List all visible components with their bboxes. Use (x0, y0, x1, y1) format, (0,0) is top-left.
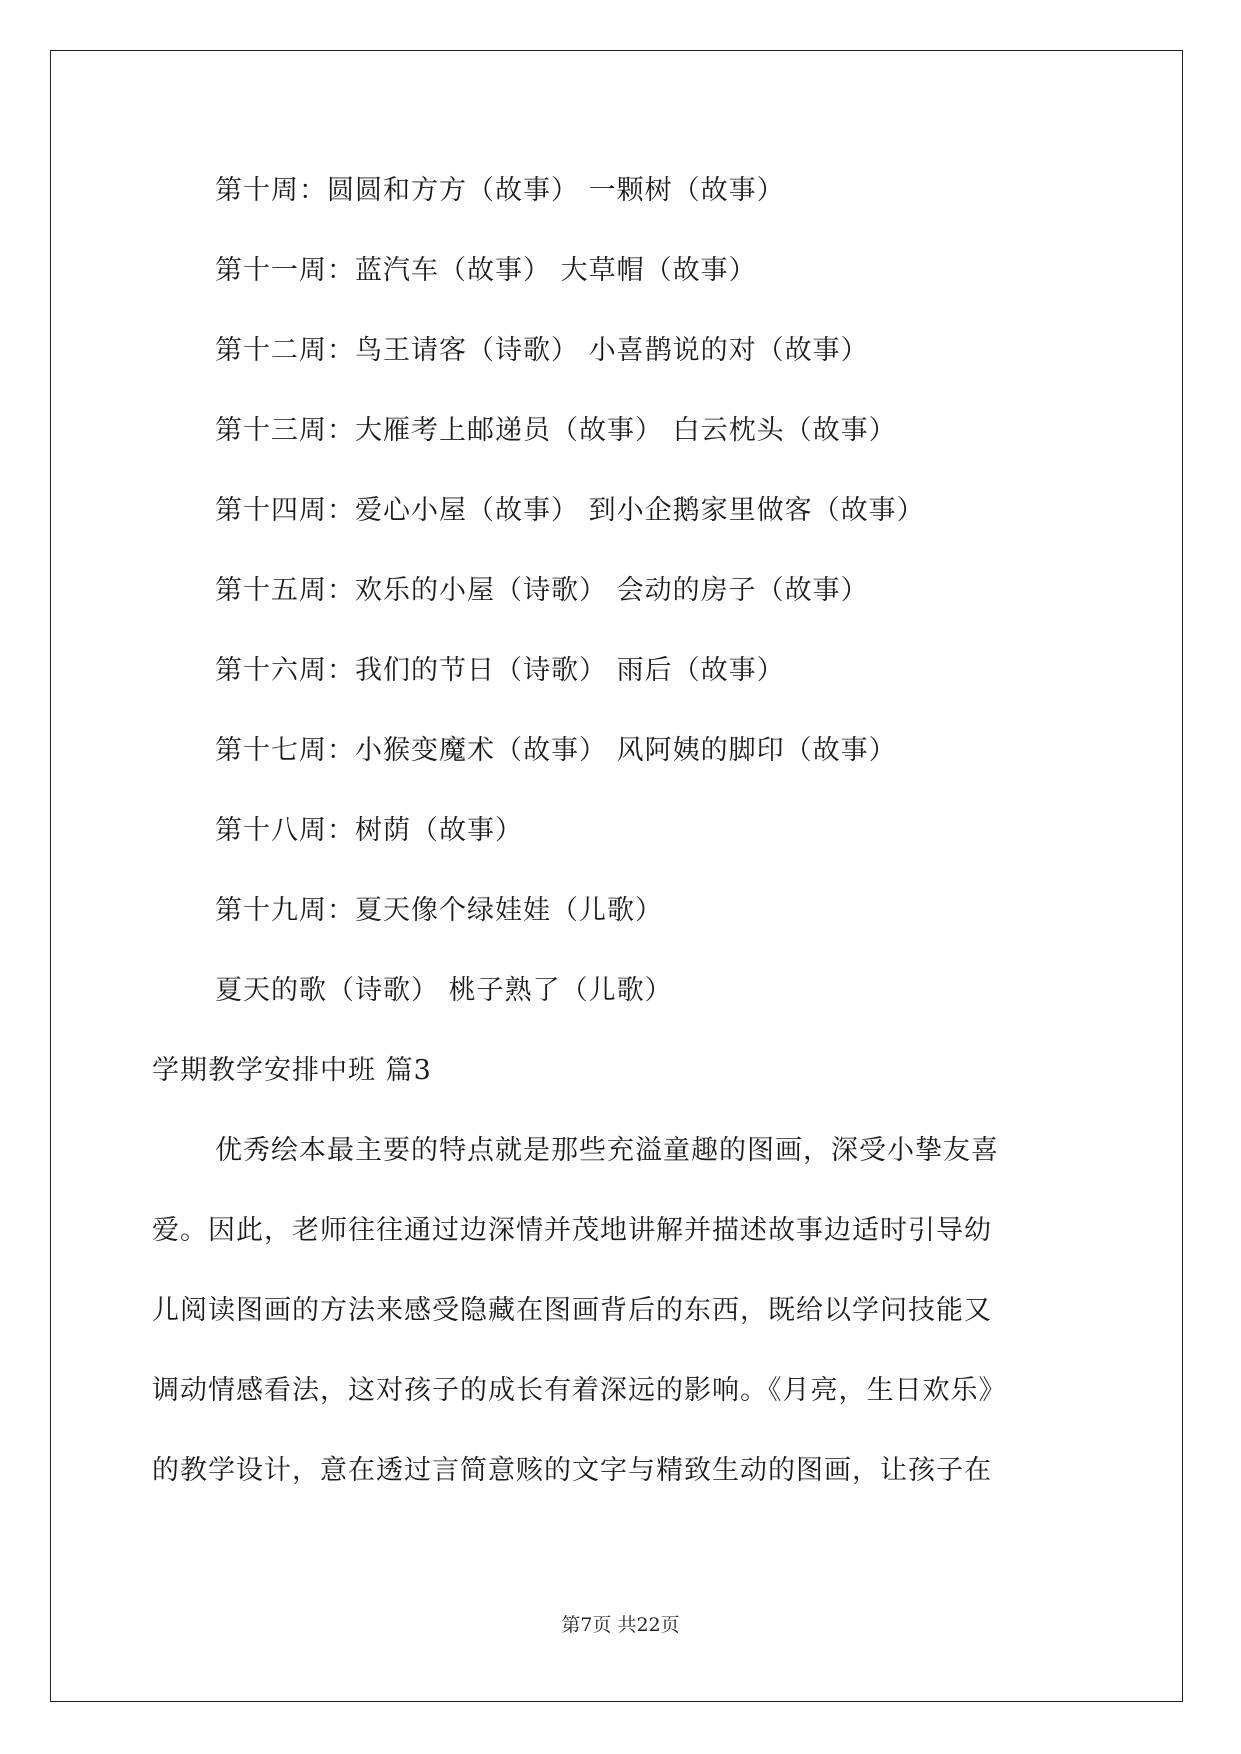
page-footer: 第7页 共22页 (561, 1614, 680, 1636)
schedule-line-week-16: 第十六周：我们的节日（诗歌） 雨后（故事） (215, 655, 785, 686)
schedule-line-week-12: 第十二周：鸟王请客（诗歌） 小喜鹊说的对（故事） (215, 335, 869, 366)
schedule-line-week-19: 第十九周：夏天像个绿娃娃（儿歌） (215, 895, 663, 926)
schedule-line-week-15: 第十五周：欢乐的小屋（诗歌） 会动的房子（故事） (215, 575, 869, 606)
schedule-line-week-13: 第十三周：大雁考上邮递员（故事） 白云枕头（故事） (215, 415, 897, 446)
section-heading: 学期教学安排中班 篇3 (152, 1055, 432, 1086)
schedule-line-week-18: 第十八周：树荫（故事） (215, 815, 523, 846)
paragraph-line: 爱。因此，老师往往通过边深情并茂地讲解并描述故事边适时引导幼 (152, 1215, 992, 1246)
paragraph-line: 的教学设计，意在透过言简意赅的文字与精致生动的图画，让孩子在 (152, 1455, 992, 1486)
schedule-line-week-14: 第十四周：爱心小屋（故事） 到小企鹅家里做客（故事） (215, 495, 925, 526)
schedule-line-week-19-cont: 夏天的歌（诗歌） 桃子熟了（儿歌） (215, 975, 673, 1006)
paragraph-line: 优秀绘本最主要的特点就是那些充溢童趣的图画，深受小挚友喜 (215, 1135, 999, 1166)
paragraph-line: 儿阅读图画的方法来感受隐藏在图画背后的东西，既给以学问技能又 (152, 1295, 992, 1326)
schedule-line-week-17: 第十七周：小猴变魔术（故事） 风阿姨的脚印（故事） (215, 735, 897, 766)
paragraph-line: 调动情感看法，这对孩子的成长有着深远的影响。《月亮，生日欢乐》 (152, 1375, 1007, 1406)
schedule-line-week-10: 第十周：圆圆和方方（故事） 一颗树（故事） (215, 175, 785, 206)
schedule-line-week-11: 第十一周：蓝汽车（故事） 大草帽（故事） (215, 255, 757, 286)
